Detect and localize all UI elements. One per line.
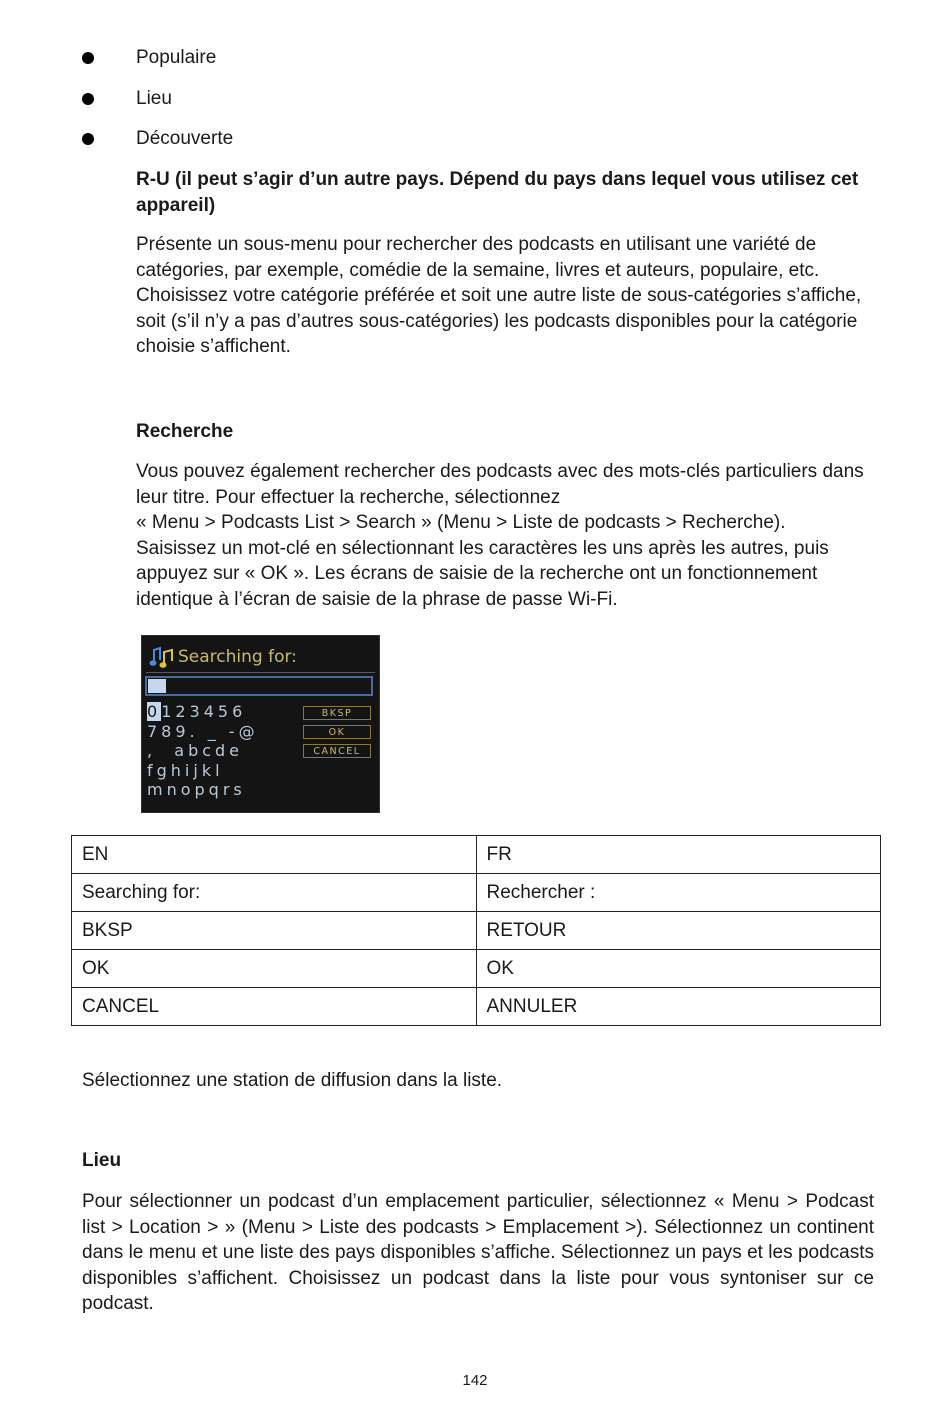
selected-character: 0 xyxy=(147,702,162,721)
bullet-list xyxy=(82,44,862,166)
music-note-icon xyxy=(149,645,175,669)
bullet-icon xyxy=(82,93,94,105)
table-cell: CANCEL xyxy=(72,988,477,1026)
character-row-text: mnopqrs xyxy=(147,780,246,799)
table-cell: ANNULER xyxy=(476,988,881,1026)
table-cell: BKSP xyxy=(72,912,477,950)
table-cell: OK xyxy=(72,950,477,988)
table-header-cell: FR xyxy=(476,836,881,874)
character-row xyxy=(147,761,259,781)
list-item xyxy=(82,44,862,85)
bullet-label: Découverte xyxy=(136,128,234,149)
search-heading: Recherche xyxy=(136,421,234,442)
ru-heading: R-U (il peut s’agir d’un autre pays. Dépend du pays dans lequel vous utilisez cet appareil) xyxy=(136,169,859,216)
bullet-label: Populaire xyxy=(136,47,217,68)
table-row xyxy=(72,912,881,950)
character-row xyxy=(147,780,259,800)
table-header-cell: EN xyxy=(72,836,477,874)
character-row-text: 789. _ -@ xyxy=(147,721,259,741)
select-station-text: Sélectionnez une station de diffusion dans la liste. xyxy=(82,1070,503,1091)
character-row-text: , abcde xyxy=(147,741,244,760)
bullet-icon xyxy=(82,133,94,145)
table-row xyxy=(72,874,881,912)
bksp-button: BKSP xyxy=(303,706,371,720)
input-cursor xyxy=(148,679,166,693)
bullet-label: Lieu xyxy=(136,87,172,109)
character-row-text: fghijkl xyxy=(147,760,224,780)
search-input xyxy=(145,676,373,696)
divider xyxy=(146,672,375,673)
ok-button: OK xyxy=(303,725,371,739)
page-number: 142 xyxy=(462,1372,488,1389)
bullet-icon xyxy=(82,52,94,64)
character-row xyxy=(147,702,259,722)
character-grid xyxy=(147,702,259,800)
lieu-heading: Lieu xyxy=(82,1150,122,1171)
translation-table xyxy=(71,835,881,1026)
character-row-text: 123456 xyxy=(161,702,247,721)
ru-body: Présente un sous-menu pour rechercher des podcasts en utilisant une variété de catégories, par exemple, comédie de la semaine, livres et auteurs, populaire, etc. Choisissez votre catégorie préférée et soit une autre liste de sous-catégories s’affiche, soit (s’il n’y a pas d’autres sous-catégories) les podcasts disponibles pour la catégorie choisie s’affichent. xyxy=(136,234,862,357)
table-cell: OK xyxy=(476,950,881,988)
character-row xyxy=(147,722,259,742)
lieu-body: Pour sélectionner un podcast d’un emplacement particulier, sélectionnez « Menu > Podcast list > Location > » (Menu > Liste des podcasts > Emplacement >). Sélectionnez un continent dans le menu et une liste des pays disponibles s’affiche. Sélectionnez un pays et les podcasts disponibles s’affichent. Choisissez un podcast dans la liste pour vous syntoniser sur ce podcast. xyxy=(82,1191,874,1314)
table-row xyxy=(72,988,881,1026)
table-cell: Rechercher : xyxy=(476,874,881,912)
table-cell: RETOUR xyxy=(476,912,881,950)
search-body-detail: « Menu > Podcasts List > Search » (Menu > Liste de podcasts > Recherche). Saisissez un mot-clé en sélectionnant les caractères les uns après les autres, puis appuyez sur « OK ». Les écrans de saisie de la recherche ont un fonctionnement identique à l’écran de saisie de la phrase de passe Wi-Fi. xyxy=(136,512,829,610)
list-item xyxy=(82,85,862,126)
character-row xyxy=(147,741,259,761)
screen-title: Searching for: xyxy=(178,647,297,667)
list-item xyxy=(82,125,862,166)
search-keyboard-screenshot xyxy=(141,635,380,813)
table-row xyxy=(72,950,881,988)
table-header-row xyxy=(72,836,881,874)
cancel-button: CANCEL xyxy=(303,744,371,758)
search-body-intro: Vous pouvez également rechercher des podcasts avec des mots-clés particuliers dans leur titre. Pour effectuer la recherche, sélectionnez xyxy=(136,461,864,508)
table-cell: Searching for: xyxy=(72,874,477,912)
